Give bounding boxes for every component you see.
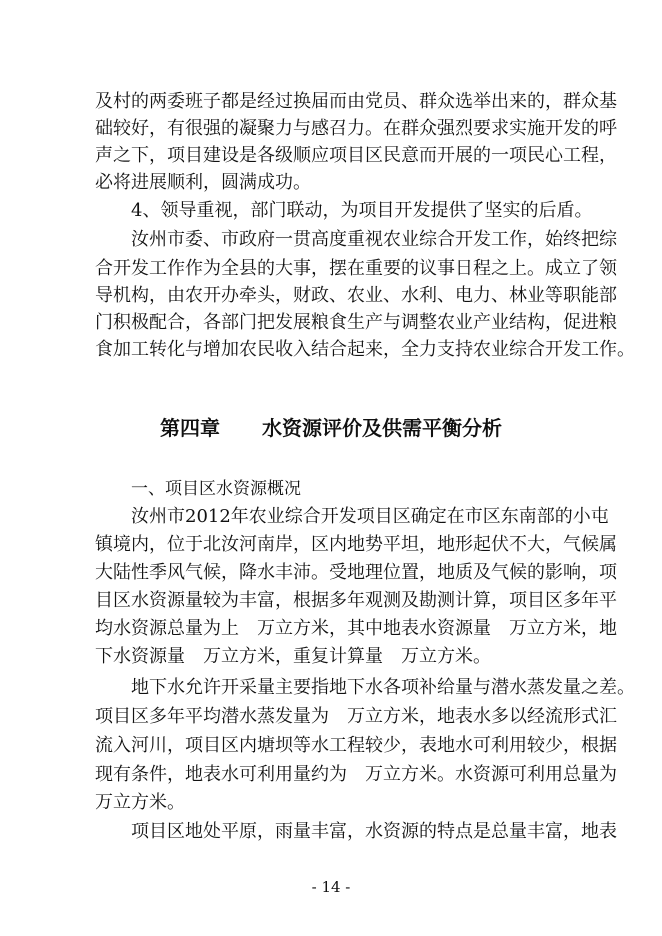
intro-paragraph-line: 声之下，项目建设是各级顺应项目区民意而开展的一项民心工程， [95, 145, 617, 166]
water-overview-line: 目区水资源量较为丰富，根据多年观测及勘测计算，项目区多年平 [95, 590, 617, 611]
groundwater-paragraph-line: 万立方米。 [95, 792, 185, 813]
chapter-number: 第四章 [160, 416, 220, 440]
terrain-paragraph-line: 项目区地处平原，雨量丰富，水资源的特点是总量丰富，地表 [131, 821, 617, 842]
groundwater-paragraph-line: 流入河川，项目区内塘坝等水工程较少，表地水可利用较少，根据 [95, 735, 617, 756]
leadership-paragraph-line: 食加工转化与增加农民收入结合起来，全力支持农业综合开发工作。 [95, 339, 635, 360]
intro-paragraph-line: 及村的两委班子都是经过换届而由党员、群众选举出来的，群众基 [95, 91, 617, 112]
page-number: - 14 - [311, 878, 351, 896]
chapter-heading-text: 水资源评价及供需平衡分析 [262, 416, 502, 440]
water-overview-line: 下水资源量 万立方米，重复计算量 万立方米。 [95, 646, 491, 667]
point-4-heading: 4、领导重视，部门联动，为项目开发提供了坚实的后盾。 [131, 200, 593, 221]
leadership-paragraph-line: 汝州市委、市政府一贯高度重视农业综合开发工作，始终把综 [131, 229, 617, 250]
leadership-paragraph-line: 导机构，由农开办牵头，财政、农业、水利、电力、林业等职能部 [95, 285, 617, 306]
groundwater-paragraph-line: 项目区多年平均潜水蒸发量为 万立方米，地表水多以经流形式汇 [95, 706, 617, 727]
water-overview-line: 镇境内，位于北汝河南岸，区内地势平坦，地形起伏不大，气候属 [95, 534, 617, 555]
water-overview-line: 均水资源总量为上 万立方米，其中地表水资源量 万立方米，地 [95, 618, 617, 639]
section-title: 一、项目区水资源概况 [131, 479, 301, 499]
chapter-title [0, 415, 662, 441]
leadership-paragraph-line: 门积极配合，各部门把发展粮食生产与调整农业产业结构，促进粮 [95, 312, 617, 333]
groundwater-paragraph-line: 地下水允许开采量主要指地下水各项补给量与潜水蒸发量之差。 [131, 677, 635, 698]
intro-paragraph-line: 础较好，有很强的凝聚力与感召力。在群众强烈要求实施开发的呼 [95, 118, 617, 139]
water-overview-line: 大陆性季风气候，降水丰沛。受地理位置，地质及气候的影响，项 [95, 562, 617, 583]
groundwater-paragraph-line: 现有条件，地表水可利用量约为 万立方米。水资源可利用总量为 [95, 764, 617, 785]
leadership-paragraph-line: 合开发工作作为全县的大事，摆在重要的议事日程之上。成立了领 [95, 258, 617, 279]
intro-paragraph-line: 必将进展顺利，圆满成功。 [95, 172, 311, 193]
water-overview-line: 汝州市2012年农业综合开发项目区确定在市区东南部的小屯 [131, 506, 609, 527]
